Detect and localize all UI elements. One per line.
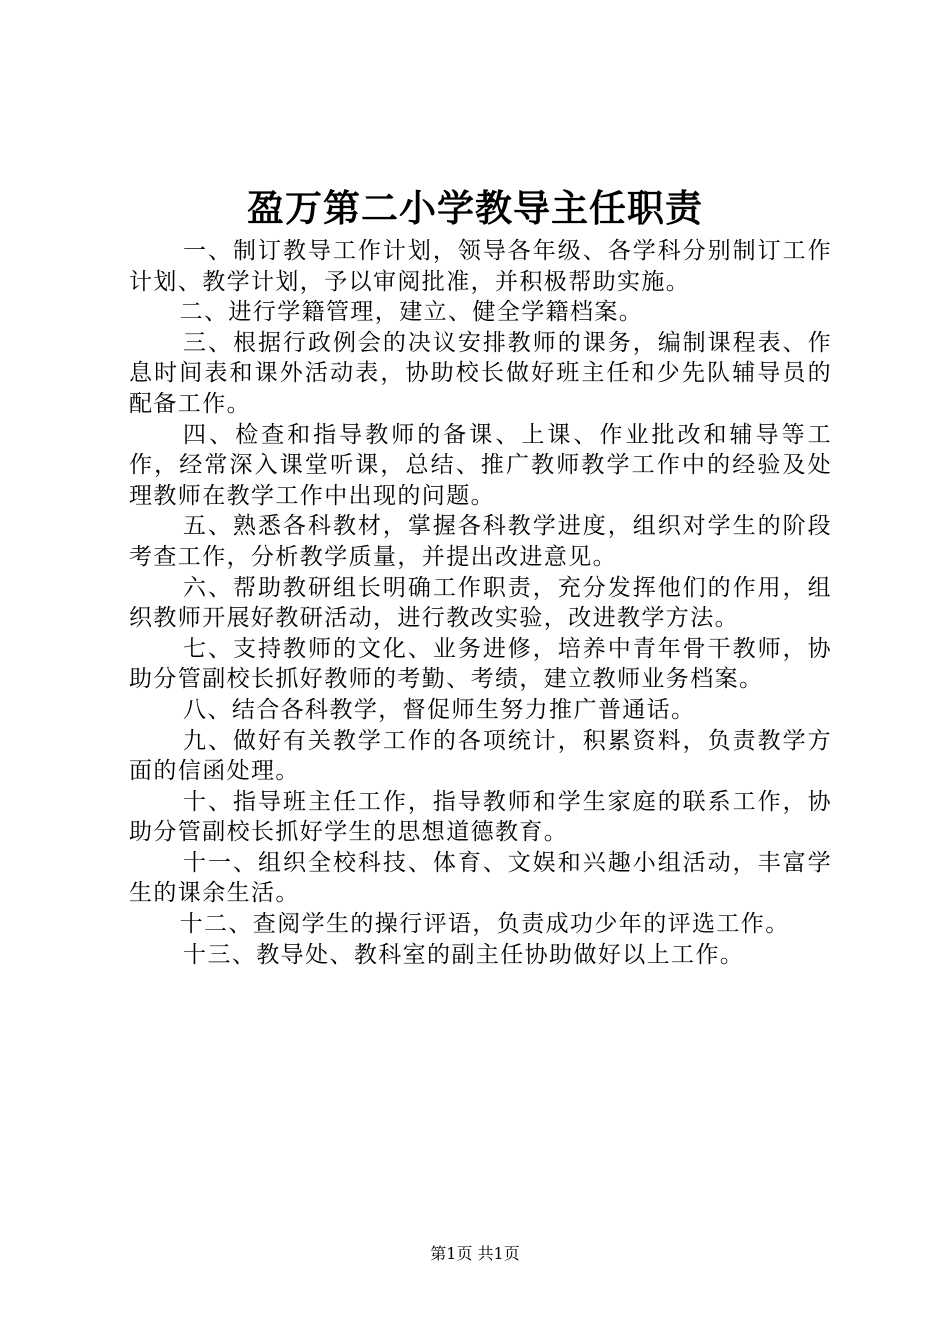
duty-item-6: 六、帮助教研组长明确工作职责，充分发挥他们的作用，组织教师开展好教研活动，进行教改实验，改进教学方法。	[129, 574, 832, 632]
duty-item-7: 七、支持教师的文化、业务进修，培养中青年骨干教师，协助分管副校长抓好教师的考勤、考绩，建立教师业务档案。	[129, 635, 832, 693]
duty-item-4: 四、检查和指导教师的备课、上课、作业批改和辅导等工作，经常深入课堂听课，总结、推广教师教学工作中的经验及处理教师在教学工作中出现的问题。	[129, 421, 832, 509]
document-body	[129, 236, 832, 970]
duty-item-12: 十二、查阅学生的操行评语，负责成功少年的评选工作。	[179, 911, 790, 938]
duty-item-13: 十三、教导处、教科室的副主任协助做好以上工作。	[183, 941, 745, 968]
page-number-footer: 第1页 共1页	[430, 1244, 520, 1263]
duty-item-11: 十一、组织全校科技、体育、文娱和兴趣小组活动，丰富学生的课余生活。	[129, 849, 832, 907]
duty-item-8: 八、结合各科教学，督促师生努力推广普通话。	[183, 696, 696, 723]
duty-item-10: 十、指导班主任工作，指导教师和学生家庭的联系工作，协助分管副校长抓好学生的思想道德教育。	[129, 788, 832, 846]
duty-item-9: 九、做好有关教学工作的各项统计，积累资料，负责教学方面的信函处理。	[129, 727, 832, 785]
duty-item-5: 五、熟悉各科教材，掌握各科教学进度，组织对学生的阶段考查工作，分析教学质量，并提出改进意见。	[129, 513, 832, 570]
duty-item-2: 二、进行学籍管理，建立、健全学籍档案。	[179, 299, 644, 326]
document-title: 盈万第二小学教导主任职责	[247, 186, 703, 230]
duty-item-3: 三、根据行政例会的决议安排教师的课务，编制课程表、作息时间表和课外活动表，协助校长做好班主任和少先队辅导员的配备工作。	[129, 329, 832, 417]
duty-item-1: 一、制订教导工作计划，领导各年级、各学科分别制订工作计划、教学计划，予以审阅批准，并积极帮助实施。	[129, 238, 832, 295]
